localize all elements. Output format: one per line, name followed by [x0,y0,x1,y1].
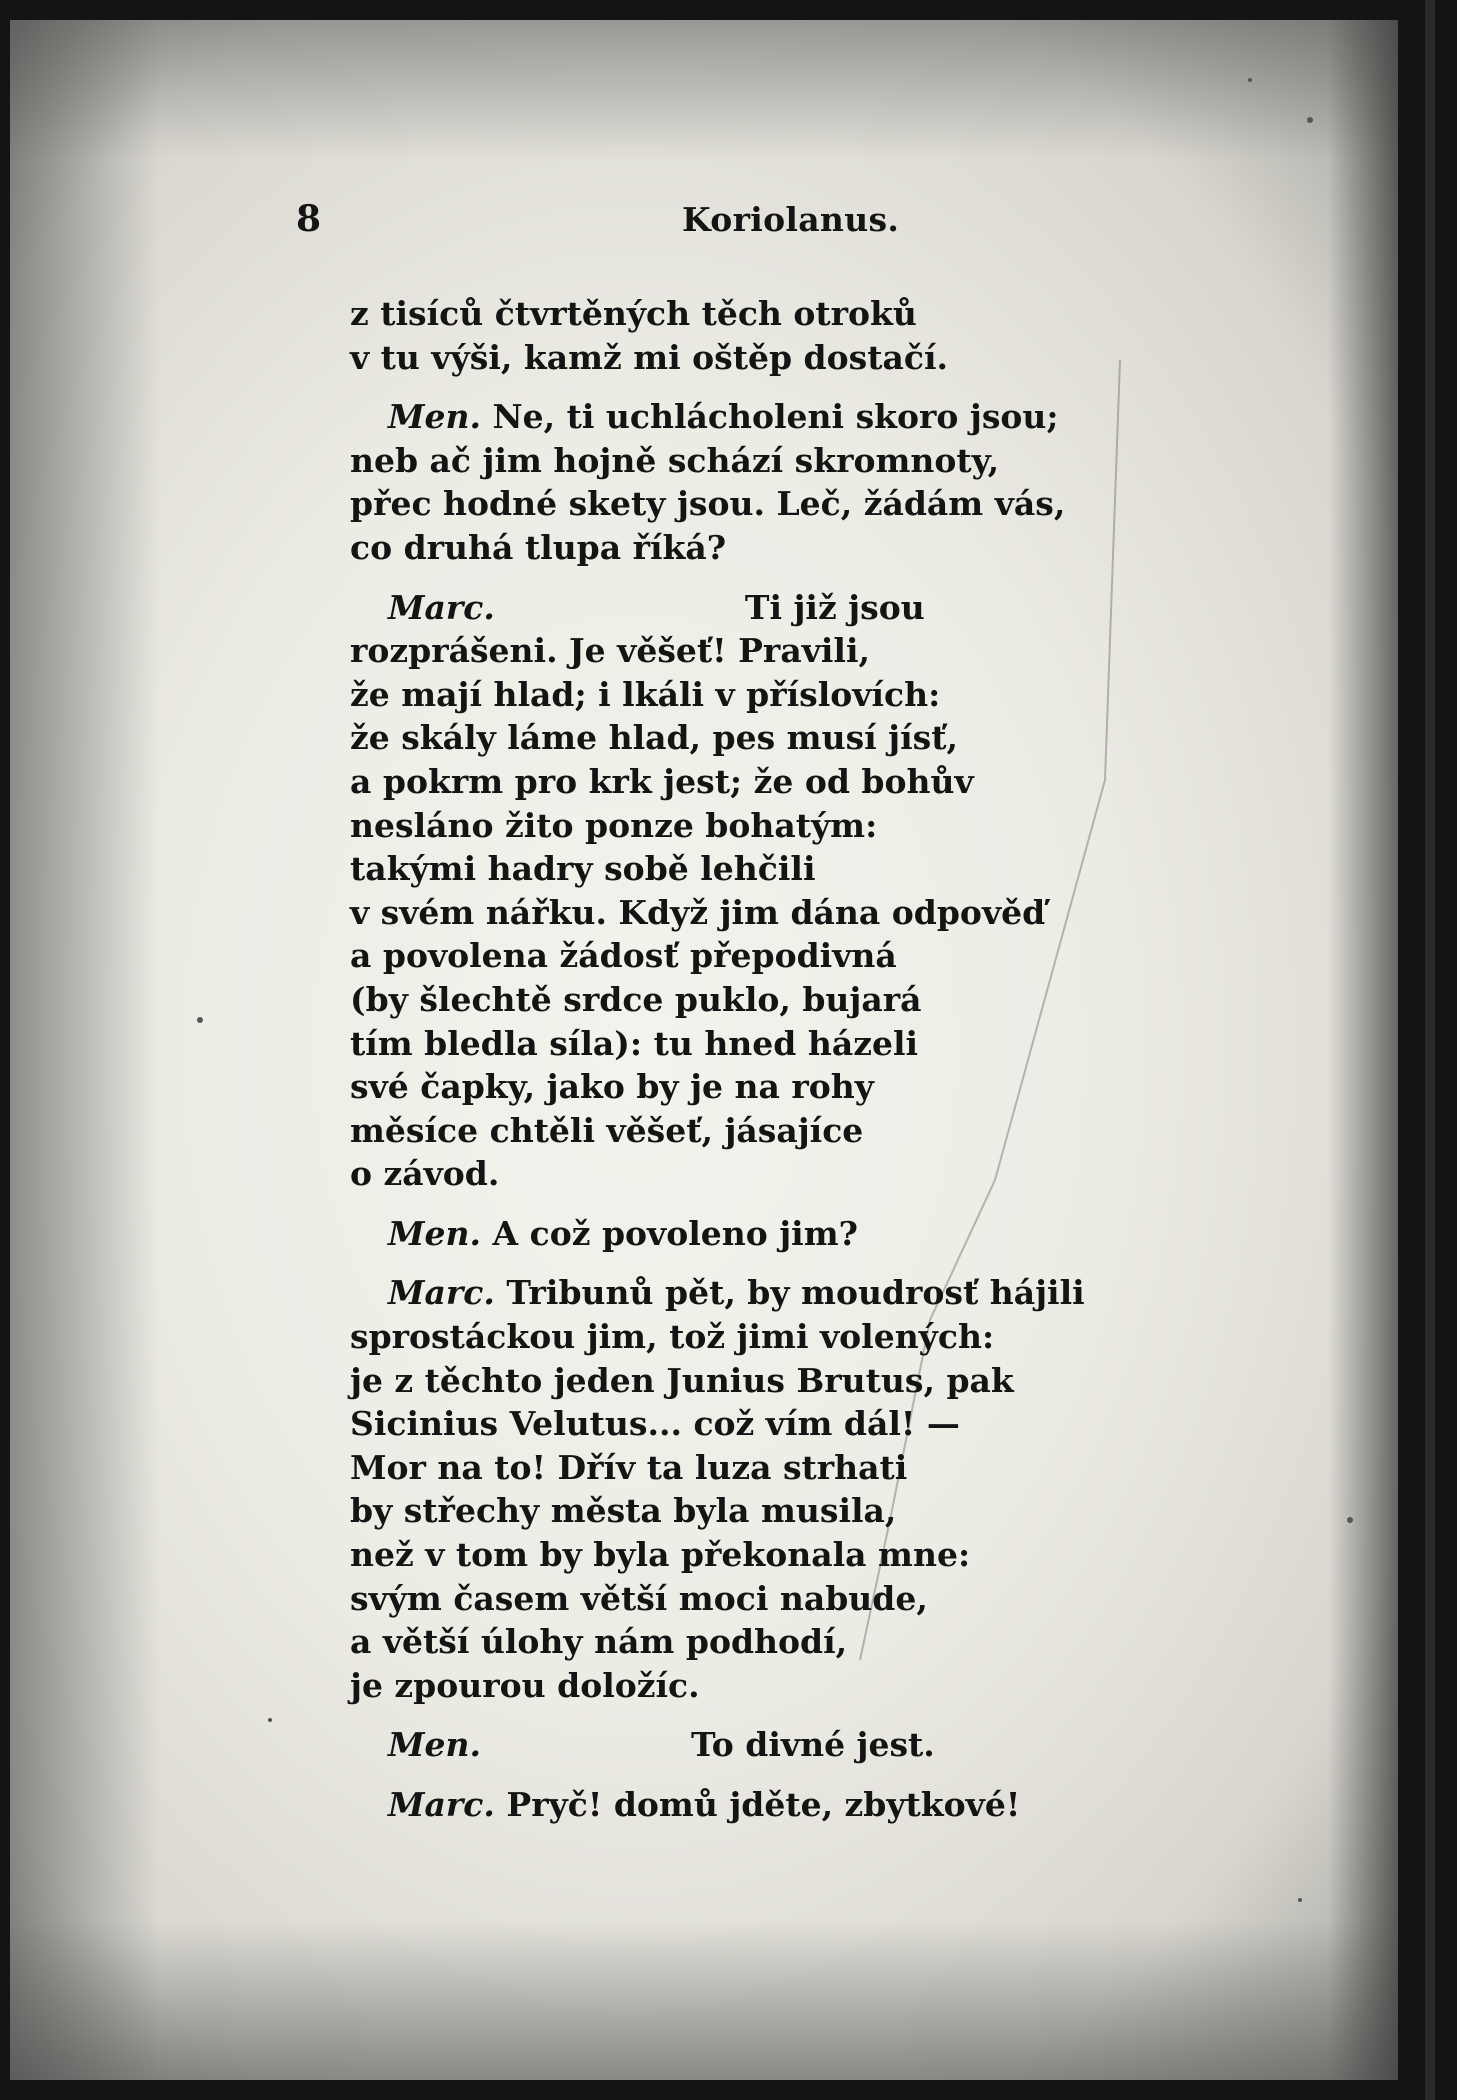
speech-marcius-2 [350,1271,1210,1707]
verse-line [350,1271,1210,1315]
verse-line: v svém nářku. Když jim dána odpověď [350,892,1046,932]
speech-marcius-3 [350,1783,1210,1827]
page-header [10,198,1398,258]
speaker-name: Men. [388,397,482,437]
verse-line: z tisíců čtvrtěných těch otroků [350,294,917,333]
verse-line: tím bledla síla): tu hned házeli [350,1023,919,1063]
verse-line: svým časem větší moci nabude, [350,1578,928,1618]
speech-menenius-1 [350,395,1210,569]
verse-line [350,1783,1210,1827]
verse-line: by střechy města byla musila, [350,1491,897,1531]
verse-line [350,395,1210,439]
play-text [350,292,1210,1843]
verse-line: nesláno žito ponze bohatým: [350,805,878,845]
verse-line: sprostáckou jim, tož jimi volených: [350,1317,995,1357]
verse-line: (by šlechtě srdce puklo, bujará [350,979,922,1019]
verse-line [350,586,1210,630]
verse-line: Sicinius Velutus... což vím dál! — [350,1404,960,1444]
verse-line: co druhá tlupa říká? [350,527,727,567]
verse-text: Tribunů pět, by moudrosť hájili [506,1273,1085,1313]
verse-line: než v tom by byla překonala mne: [350,1535,971,1575]
verse-line: a větší úlohy nám podhodí, [350,1622,848,1662]
verse-line: Mor na to! Dřív ta luza strhati [350,1447,908,1487]
verse-line: že mají hlad; i lkáli v příslovích: [350,674,941,714]
verse-line: je zpourou doložíc. [350,1665,700,1705]
verse-line: neb ač jim hojně schází skromnoty, [350,440,1000,480]
verse-text: Ti již jsou [744,587,925,627]
book-edge-shadow [1425,0,1435,2100]
speaker-name: Men. [388,1213,482,1253]
verse-line: rozprášeni. Je věšeť! Pravili, [350,631,870,671]
speech-continuation [350,292,1210,379]
verse-line: o závod. [350,1154,500,1194]
verse-line: a povolena žádosť přepodivná [350,936,897,976]
verse-text: A což povoleno jim? [492,1213,858,1253]
verse-line: je z těchto jeden Junius Brutus, pak [350,1360,1014,1400]
speech-menenius-2 [350,1212,1210,1256]
speaker-name: Men. [388,1725,482,1765]
speaker-name: Marc. [388,587,495,627]
speaker-name: Marc. [388,1273,495,1313]
paper-sheet [10,20,1398,2080]
speech-menenius-3 [350,1723,1210,1767]
verse-text: To divné jest. [691,1725,935,1765]
verse-line: své čapky, jako by je na rohy [350,1067,874,1107]
verse-line [350,1212,1210,1256]
verse-line: že skály láme hlad, pes musí jísť, [350,718,958,758]
verse-line [350,1723,1210,1767]
verse-line: měsíce chtěli věšeť, jásajíce [350,1110,864,1150]
speaker-name: Marc. [388,1785,495,1824]
verse-text: Ne, ti uchlácholeni skoro jsou; [492,397,1059,437]
verse-line: a pokrm pro krk jest; že od bohův [350,761,974,801]
speech-marcius-1 [350,586,1210,1196]
verse-line: takými hadry sobě lehčili [350,849,816,889]
verse-line: v tu výši, kamž mi oštěp dostačí. [350,337,948,377]
page-number: 8 [296,198,322,240]
verse-line: přec hodné skety jsou. Leč, žádám vás, [350,484,1066,524]
verse-text: Pryč! domů jděte, zbytkové! [506,1785,1021,1824]
running-title: Koriolanus. [682,200,900,239]
